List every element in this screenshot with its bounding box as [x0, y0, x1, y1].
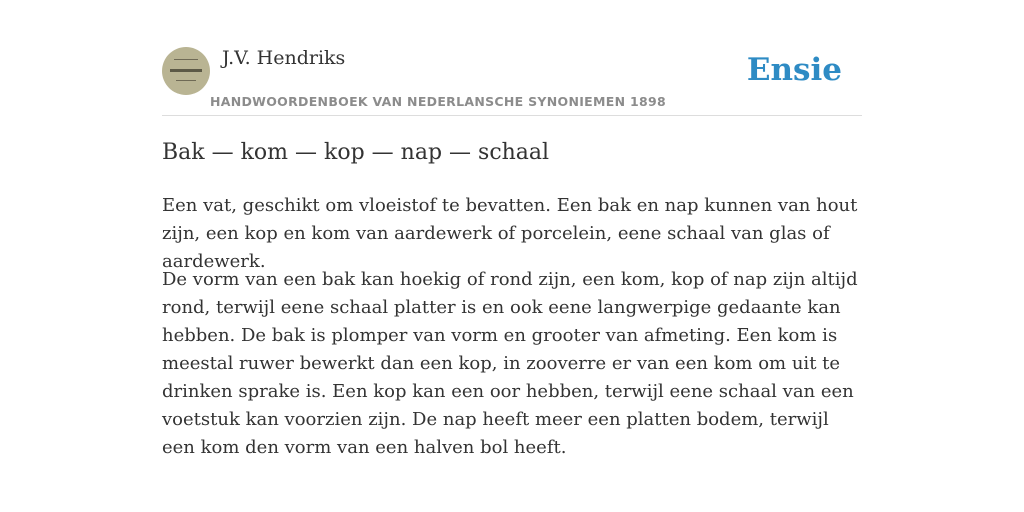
- source-title[interactable]: HANDWOORDENBOEK VAN NEDERLANSCHE SYNONIEMEN 1898: [210, 94, 667, 109]
- entry-title: Bak — kom — kop — nap — schaal: [162, 140, 550, 165]
- brand-logo[interactable]: Ensie: [746, 52, 842, 88]
- entry-paragraph: De vorm van een bak kan hoekig of rond zijn, een kom, kop of nap zijn altijd rond, terwijl eene schaal platter is en ook eene langwerpige gedaante kan hebben. De bak is plomper van vorm en grooter van afmeting. Een kom is meestal ruwer bewerkt dan een kop, in zooverre er van een kom om uit te drinken sprake is. Een kop kan een oor hebben, terwijl eene schaal van een voetstuk kan voorzien zijn. De nap heeft meer een platten bodem, terwijl een kom den vorm van een halven bol heeft.: [162, 269, 858, 458]
- avatar-text-line: [174, 59, 198, 60]
- avatar-text-line: [170, 69, 202, 72]
- author-name[interactable]: J.V. Hendriks: [222, 47, 346, 69]
- avatar-text-line: [176, 80, 196, 81]
- entry-paragraph: Een vat, geschikt om vloeistof te bevatten. Een bak en nap kunnen van hout zijn, een kop en kom van aardewerk of porcelein, eene schaal van glas of aardewerk.: [162, 195, 858, 272]
- author-avatar[interactable]: [162, 47, 210, 95]
- entry-card: [162, 0, 862, 512]
- header-divider: [162, 115, 862, 116]
